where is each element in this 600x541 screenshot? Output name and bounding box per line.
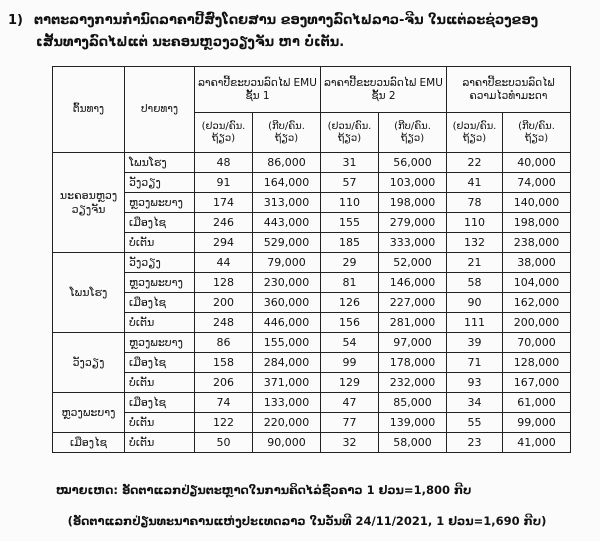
header-class-emu-1: ລາຄາປີ້ຂະບວນລົດໄຟ EMU ຊັ້ນ 1 <box>195 67 321 113</box>
fare-cell: 29 <box>321 253 379 273</box>
header-unit-yuan: (ຢວນ/ຄົນ. ຖ້ຽວ) <box>321 113 379 153</box>
fare-cell: 246 <box>195 213 253 233</box>
fare-cell: 279,000 <box>379 213 447 233</box>
header-unit-kip: (ກີບ/ຄົນ. ຖ້ຽວ) <box>379 113 447 153</box>
fare-cell: 133,000 <box>253 393 321 413</box>
fare-cell: 371,000 <box>253 373 321 393</box>
header-destination: ປາຍທາງ <box>125 67 195 153</box>
fare-cell: 81 <box>321 273 379 293</box>
fare-cell: 23 <box>447 433 503 453</box>
destination-cell: ບໍ່ເຕັນ <box>125 373 195 393</box>
fare-cell: 34 <box>447 393 503 413</box>
fare-cell: 200 <box>195 293 253 313</box>
fare-cell: 128,000 <box>503 353 571 373</box>
fare-cell: 90 <box>447 293 503 313</box>
origin-cell: ຫຼວງພະບາງ <box>53 393 125 433</box>
fare-table-header <box>53 67 571 153</box>
fare-cell: 232,000 <box>379 373 447 393</box>
fare-cell: 74,000 <box>503 173 571 193</box>
fare-cell: 111 <box>447 313 503 333</box>
destination-cell: ຫຼວງພະບາງ <box>125 333 195 353</box>
fare-cell: 129 <box>321 373 379 393</box>
fare-cell: 32 <box>321 433 379 453</box>
table-row <box>53 433 571 453</box>
fare-cell: 162,000 <box>503 293 571 313</box>
table-row <box>53 373 571 393</box>
table-row <box>53 253 571 273</box>
origin-cell: ເມືອງໄຊ <box>53 433 125 453</box>
destination-cell: ເມືອງໄຊ <box>125 213 195 233</box>
destination-cell: ເມືອງໄຊ <box>125 393 195 413</box>
fare-cell: 294 <box>195 233 253 253</box>
table-row <box>53 273 571 293</box>
fare-cell: 446,000 <box>253 313 321 333</box>
fare-cell: 38,000 <box>503 253 571 273</box>
fare-cell: 39 <box>447 333 503 353</box>
fare-cell: 54 <box>321 333 379 353</box>
fare-cell: 227,000 <box>379 293 447 313</box>
fare-cell: 52,000 <box>379 253 447 273</box>
header-class-normal: ລາຄາປີ້ຂະບວນລົດໄຟ ຄວາມໄວທຳມະດາ <box>447 67 571 113</box>
fare-cell: 47 <box>321 393 379 413</box>
fare-cell: 90,000 <box>253 433 321 453</box>
table-row <box>53 153 571 173</box>
fare-cell: 40,000 <box>503 153 571 173</box>
fare-cell: 41 <box>447 173 503 193</box>
fare-cell: 132 <box>447 233 503 253</box>
destination-cell: ບໍ່ເຕັນ <box>125 313 195 333</box>
table-row <box>53 213 571 233</box>
table-row <box>53 393 571 413</box>
fare-cell: 185 <box>321 233 379 253</box>
table-row <box>53 413 571 433</box>
fare-cell: 238,000 <box>503 233 571 253</box>
fare-cell: 97,000 <box>379 333 447 353</box>
fare-cell: 99,000 <box>503 413 571 433</box>
destination-cell: ບໍ່ເຕັນ <box>125 433 195 453</box>
fare-cell: 248 <box>195 313 253 333</box>
fare-cell: 71 <box>447 353 503 373</box>
fare-cell: 174 <box>195 193 253 213</box>
destination-cell: ບໍ່ເຕັນ <box>125 233 195 253</box>
fare-cell: 178,000 <box>379 353 447 373</box>
fare-cell: 200,000 <box>503 313 571 333</box>
destination-cell: ເມືອງໄຊ <box>125 353 195 373</box>
fare-cell: 104,000 <box>503 273 571 293</box>
fare-cell: 158 <box>195 353 253 373</box>
fare-cell: 103,000 <box>379 173 447 193</box>
fare-cell: 156 <box>321 313 379 333</box>
fare-cell: 110 <box>321 193 379 213</box>
fare-cell: 55 <box>447 413 503 433</box>
destination-cell: ຫຼວງພະບາງ <box>125 193 195 213</box>
fare-cell: 48 <box>195 153 253 173</box>
origin-cell: ນະຄອນຫຼວງວຽງຈັນ <box>53 153 125 253</box>
fare-cell: 58 <box>447 273 503 293</box>
table-row <box>53 313 571 333</box>
fare-cell: 198,000 <box>379 193 447 213</box>
destination-cell: ວັງວຽງ <box>125 253 195 273</box>
fare-cell: 86,000 <box>253 153 321 173</box>
fare-table-body <box>53 153 571 453</box>
fare-cell: 128 <box>195 273 253 293</box>
heading-number: 1) <box>8 13 23 28</box>
fare-cell: 79,000 <box>253 253 321 273</box>
fare-cell: 41,000 <box>503 433 571 453</box>
destination-cell: ເມືອງໄຊ <box>125 293 195 313</box>
fare-cell: 313,000 <box>253 193 321 213</box>
destination-cell: ໂພນໂຮງ <box>125 153 195 173</box>
fare-cell: 198,000 <box>503 213 571 233</box>
header-unit-yuan: (ຢວນ/ຄົນ. ຖ້ຽວ) <box>195 113 253 153</box>
fare-cell: 93 <box>447 373 503 393</box>
fare-cell: 155 <box>321 213 379 233</box>
fare-cell: 167,000 <box>503 373 571 393</box>
fare-cell: 50 <box>195 433 253 453</box>
fare-cell: 529,000 <box>253 233 321 253</box>
fare-cell: 57 <box>321 173 379 193</box>
fare-cell: 61,000 <box>503 393 571 413</box>
header-unit-kip: (ກີບ/ຄົນ. ຖ້ຽວ) <box>503 113 571 153</box>
fare-cell: 21 <box>447 253 503 273</box>
table-row <box>53 333 571 353</box>
fare-cell: 139,000 <box>379 413 447 433</box>
table-row <box>53 293 571 313</box>
origin-cell: ວັງວຽງ <box>53 333 125 393</box>
origin-cell: ໂພນໂຮງ <box>53 253 125 333</box>
fare-cell: 206 <box>195 373 253 393</box>
table-row <box>53 233 571 253</box>
fare-cell: 140,000 <box>503 193 571 213</box>
fare-cell: 85,000 <box>379 393 447 413</box>
table-row <box>53 193 571 213</box>
fare-cell: 74 <box>195 393 253 413</box>
destination-cell: ຫຼວງພະບາງ <box>125 273 195 293</box>
exchange-rate-note: ໝາຍເຫດ: ອັດຕາແລກປ່ຽນຕະຫຼາດໃນການຄິດໄລ່ຊົ່ວຄາວ 1 ຢວນ=1,800 ກີບ <box>56 483 472 497</box>
header-class-emu-2: ລາຄາປີ້ຂະບວນລົດໄຟ EMU ຊັ້ນ 2 <box>321 67 447 113</box>
header-origin: ຕົ້ນທາງ <box>53 67 125 153</box>
header-unit-kip: (ກີບ/ຄົນ. ຖ້ຽວ) <box>253 113 321 153</box>
fare-cell: 155,000 <box>253 333 321 353</box>
heading-line-2: ເສັ້ນທາງລົດໄຟແຕ່ ນະຄອນຫຼວງວຽງຈັນ ຫາ ບໍ່ເຕັນ. <box>36 35 345 50</box>
fare-cell: 86 <box>195 333 253 353</box>
fare-cell: 230,000 <box>253 273 321 293</box>
destination-cell: ບໍ່ເຕັນ <box>125 413 195 433</box>
fare-cell: 281,000 <box>379 313 447 333</box>
fare-cell: 110 <box>447 213 503 233</box>
fare-cell: 91 <box>195 173 253 193</box>
fare-cell: 56,000 <box>379 153 447 173</box>
fare-cell: 443,000 <box>253 213 321 233</box>
fare-cell: 284,000 <box>253 353 321 373</box>
fare-cell: 146,000 <box>379 273 447 293</box>
header-unit-yuan: (ຢວນ/ຄົນ. ຖ້ຽວ) <box>447 113 503 153</box>
fare-cell: 122 <box>195 413 253 433</box>
fare-table <box>52 66 571 453</box>
fare-cell: 77 <box>321 413 379 433</box>
heading-line-1: ຕາຕະລາງການກຳນົດລາຄາປີ້ສົ່ງໂດຍສານ ຂອງທາງລົດໄຟລາວ-ຈີນ ໃນແຕ່ລະຊ່ວງຂອງ <box>34 13 539 28</box>
fare-cell: 164,000 <box>253 173 321 193</box>
fare-cell: 44 <box>195 253 253 273</box>
fare-cell: 31 <box>321 153 379 173</box>
fare-cell: 22 <box>447 153 503 173</box>
fare-cell: 333,000 <box>379 233 447 253</box>
fare-cell: 70,000 <box>503 333 571 353</box>
fare-cell: 58,000 <box>379 433 447 453</box>
destination-cell: ວັງວຽງ <box>125 173 195 193</box>
table-row <box>53 173 571 193</box>
fare-cell: 360,000 <box>253 293 321 313</box>
heading <box>8 10 592 54</box>
table-row <box>53 353 571 373</box>
bank-rate-note: (ອັດຕາແລກປ່ຽນທະນາຄານແຫ່ງປະເທດລາວ ໃນວັນທີ 24/11/2021, 1 ຢວນ=1,690 ກີບ) <box>67 514 547 528</box>
fare-cell: 126 <box>321 293 379 313</box>
fare-cell: 78 <box>447 193 503 213</box>
fare-cell: 220,000 <box>253 413 321 433</box>
fare-cell: 99 <box>321 353 379 373</box>
